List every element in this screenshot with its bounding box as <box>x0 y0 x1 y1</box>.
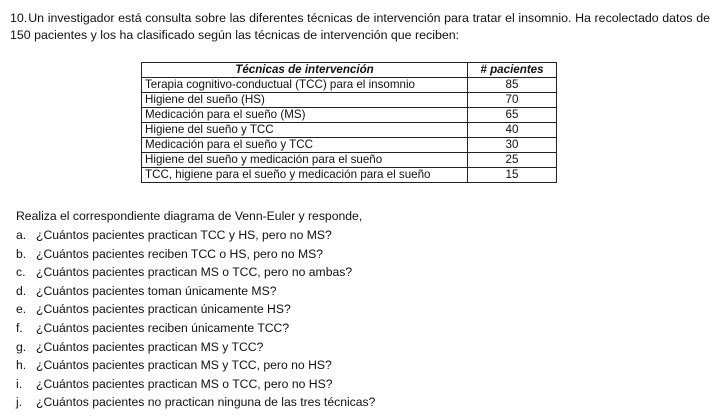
patients-cell: 70 <box>468 93 557 108</box>
problem-statement <box>10 10 710 44</box>
patients-cell: 85 <box>468 78 557 93</box>
list-item <box>16 245 375 264</box>
header-patients: # pacientes <box>468 63 557 78</box>
question-letter: b. <box>16 246 27 261</box>
technique-cell: TCC, higiene para el sueño y medicación para el sueño <box>142 168 468 183</box>
instruction-text: Realiza el correspondiente diagrama de Venn-Euler y responde, <box>16 209 363 223</box>
question-letter: f. <box>16 320 23 335</box>
list-item <box>16 393 375 412</box>
question-text: ¿Cuántos pacientes practican MS y TCC, pero no HS? <box>36 358 332 373</box>
problem-number: 10. <box>10 11 28 25</box>
question-text: ¿Cuántos pacientes toman únicamente MS? <box>36 283 277 298</box>
question-letter: i. <box>16 376 23 391</box>
patients-cell: 25 <box>468 153 557 168</box>
question-text: ¿Cuántos pacientes no practican ninguna de las tres técnicas? <box>36 395 376 410</box>
questions-list <box>16 226 375 412</box>
question-text: ¿Cuántos pacientes reciben únicamente TCC? <box>36 320 290 335</box>
header-techniques: Técnicas de intervención <box>142 63 468 78</box>
list-item <box>16 319 375 338</box>
question-letter: a. <box>16 228 27 242</box>
question-text: ¿Cuántos pacientes practican MS o TCC, pero no HS? <box>36 376 333 391</box>
question-text: ¿Cuántos pacientes practican MS y TCC? <box>36 339 264 354</box>
technique-cell: Higiene del sueño (HS) <box>142 93 468 108</box>
list-item <box>16 226 375 245</box>
table-row <box>142 78 557 93</box>
question-text: ¿Cuántos pacientes practican únicamente HS? <box>36 302 291 317</box>
patients-cell: 30 <box>468 138 557 153</box>
technique-cell: Medicación para el sueño (MS) <box>142 108 468 123</box>
technique-cell: Higiene del sueño y medicación para el sueño <box>142 153 468 168</box>
question-letter: j. <box>16 395 23 410</box>
list-item <box>16 282 375 301</box>
technique-cell: Higiene del sueño y TCC <box>142 123 468 138</box>
question-letter: h. <box>16 358 27 373</box>
patients-cell: 65 <box>468 108 557 123</box>
patients-cell: 40 <box>468 123 557 138</box>
technique-cell: Terapia cognitivo-conductual (TCC) para el insomnio <box>142 78 468 93</box>
techniques-table <box>141 62 557 183</box>
table-row <box>142 123 557 138</box>
list-item <box>16 263 375 282</box>
question-letter: g. <box>16 339 27 354</box>
question-letter: d. <box>16 283 27 298</box>
question-text: ¿Cuántos pacientes practican TCC y HS, pero no MS? <box>36 228 332 242</box>
list-item <box>16 356 375 375</box>
question-letter: e. <box>16 302 27 317</box>
question-text: ¿Cuántos pacientes reciben TCC o HS, pero no MS? <box>36 246 324 261</box>
technique-cell: Medicación para el sueño y TCC <box>142 138 468 153</box>
list-item <box>16 338 375 357</box>
table-row <box>142 93 557 108</box>
table-row <box>142 168 557 183</box>
table-row <box>142 153 557 168</box>
question-letter: c. <box>16 265 26 280</box>
table-row <box>142 138 557 153</box>
list-item <box>16 375 375 394</box>
list-item <box>16 300 375 319</box>
problem-text: Un investigador está consulta sobre las diferentes técnicas de intervención para tratar el insomnio. Ha recolectado datos de 150 pacientes y los ha clasificado según las técnicas de intervención que reciben: <box>10 11 710 42</box>
patients-cell: 15 <box>468 168 557 183</box>
question-text: ¿Cuántos pacientes practican MS o TCC, pero no ambas? <box>36 265 353 280</box>
table-row <box>142 108 557 123</box>
table-header-row <box>142 63 557 78</box>
